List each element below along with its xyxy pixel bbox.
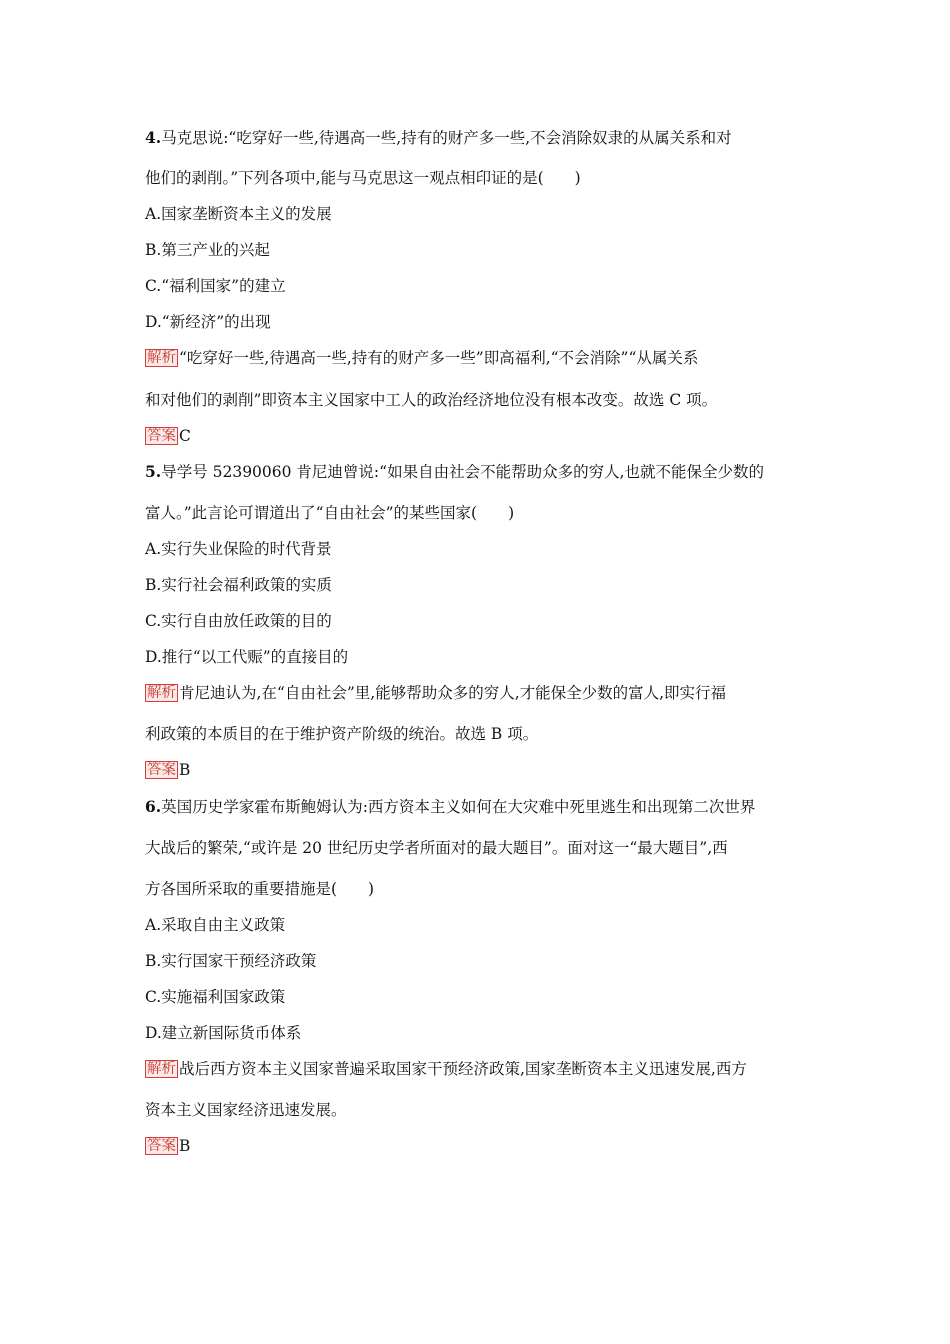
question-6-option-b: B.实行国家干预经济政策 bbox=[145, 952, 317, 970]
answer-value: C bbox=[179, 427, 191, 445]
answer-value: B bbox=[179, 1137, 191, 1155]
analysis-label: 解析 bbox=[147, 685, 176, 701]
question-4-option-a: A.国家垄断资本主义的发展 bbox=[145, 205, 332, 223]
question-5-stem-line-1 bbox=[145, 462, 805, 482]
question-number: 4. bbox=[145, 128, 162, 147]
question-4-option-d: D.“新经济”的出现 bbox=[145, 313, 271, 331]
question-5-option-d: D.推行“以工代赈”的直接目的 bbox=[145, 648, 349, 666]
question-6-stem-line-1 bbox=[145, 797, 805, 817]
answer-value: B bbox=[179, 761, 191, 779]
question-6-option-a: A.采取自由主义政策 bbox=[145, 916, 286, 934]
question-5-option-a: A.实行失业保险的时代背景 bbox=[145, 540, 332, 558]
question-4-option-b: B.第三产业的兴起 bbox=[145, 241, 270, 259]
question-4-analysis-line-2: 和对他们的剥削”即资本主义国家中工人的政治经济地位没有根本改变。故选 C 项。 bbox=[145, 391, 718, 409]
answer-label: 答案 bbox=[147, 762, 176, 778]
analysis-text: 战后西方资本主义国家普遍采取国家干预经济政策,国家垄断资本主义迅速发展,西方 bbox=[179, 1060, 747, 1078]
question-4-answer bbox=[145, 426, 805, 446]
question-5-option-b: B.实行社会福利政策的实质 bbox=[145, 576, 332, 594]
question-5-stem-line-2: 富人。”此言论可谓道出了“自由社会”的某些国家( ) bbox=[145, 504, 515, 522]
question-number: 6. bbox=[145, 797, 162, 816]
question-4-option-c: C.“福利国家”的建立 bbox=[145, 277, 286, 295]
question-4-stem-line-1 bbox=[145, 128, 805, 148]
answer-label: 答案 bbox=[147, 428, 176, 444]
question-text: 英国历史学家霍布斯鲍姆认为:西方资本主义如何在大灾难中死里逃生和出现第二次世界 bbox=[161, 798, 756, 816]
question-text: 马克思说:“吃穿好一些,待遇高一些,持有的财产多一些,不会消除奴隶的从属关系和对 bbox=[161, 129, 732, 147]
question-6-answer bbox=[145, 1136, 805, 1156]
analysis-label: 解析 bbox=[147, 350, 176, 366]
question-number: 5. bbox=[145, 462, 162, 481]
analysis-label: 解析 bbox=[147, 1061, 176, 1077]
question-6-option-c: C.实施福利国家政策 bbox=[145, 988, 286, 1006]
question-5-analysis-line-1 bbox=[145, 683, 805, 703]
question-5-answer bbox=[145, 760, 805, 780]
question-6-analysis-line-1 bbox=[145, 1059, 805, 1079]
question-text: 导学号 52390060 肯尼迪曾说:“如果自由社会不能帮助众多的穷人,也就不能保全少数的 bbox=[161, 463, 765, 481]
answer-label: 答案 bbox=[147, 1138, 176, 1154]
question-6-analysis-line-2: 资本主义国家经济迅速发展。 bbox=[145, 1101, 347, 1119]
analysis-text: 肯尼迪认为,在“自由社会”里,能够帮助众多的穷人,才能保全少数的富人,即实行福 bbox=[179, 684, 727, 702]
question-6-option-d: D.建立新国际货币体系 bbox=[145, 1024, 302, 1042]
analysis-text: “吃穿好一些,待遇高一些,持有的财产多一些”即高福利,“不会消除”“从属关系 bbox=[179, 349, 699, 367]
question-4-stem-line-2: 他们的剥削。”下列各项中,能与马克思这一观点相印证的是( ) bbox=[145, 169, 581, 187]
question-6-stem-line-3: 方各国所采取的重要措施是( ) bbox=[145, 880, 375, 898]
question-4-analysis-line-1 bbox=[145, 348, 805, 368]
question-6-stem-line-2: 大战后的繁荣,“或许是 20 世纪历史学者所面对的最大题目”。面对这一“最大题目”,西 bbox=[145, 839, 728, 857]
question-5-option-c: C.实行自由放任政策的目的 bbox=[145, 612, 332, 630]
question-5-analysis-line-2: 利政策的本质目的在于维护资产阶级的统治。故选 B 项。 bbox=[145, 725, 539, 743]
